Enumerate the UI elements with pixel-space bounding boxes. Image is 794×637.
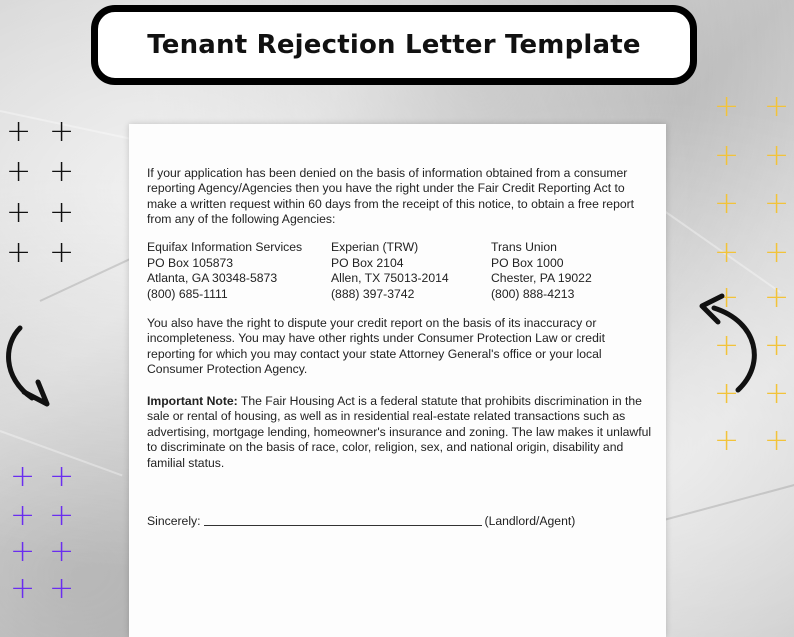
background-crease <box>660 484 794 522</box>
agency-name: Experian (TRW) <box>331 240 419 254</box>
agency-phone: (800) 685-1111 <box>147 286 228 301</box>
plus-icon: + <box>764 138 790 173</box>
plus-icon: + <box>714 235 740 270</box>
agency-equifax <box>147 240 302 302</box>
agency-list <box>147 240 652 304</box>
plus-icon: + <box>49 114 75 149</box>
important-note-text: The Fair Housing Act is a federal statute that prohibits discrimination in the sale or rental of housing, as well as in residential real-estate related transactions such as advertising, mortgage lending, homeowner's insurance and zoning. The law makes it unlawful to discriminate on the basis of race, color, religion, sex, and national origin, disability and familial status. <box>147 394 652 470</box>
plus-icon: + <box>10 459 36 494</box>
plus-icon: + <box>764 328 790 363</box>
plus-icon: + <box>764 376 790 411</box>
plus-icon: + <box>714 328 740 363</box>
signature-blank <box>204 525 482 526</box>
plus-icon: + <box>49 534 75 569</box>
signature-role: (Landlord/Agent) <box>484 514 576 528</box>
curved-arrow-icon <box>2 322 62 412</box>
signature-line <box>147 514 575 528</box>
plus-icon: + <box>49 571 75 606</box>
plus-icon: + <box>6 154 32 189</box>
plus-icon: + <box>49 195 75 230</box>
plus-icon: + <box>714 376 740 411</box>
page-title: Tenant Rejection Letter Template <box>147 30 641 60</box>
plus-icon: + <box>714 280 740 315</box>
agency-po-box: PO Box 2104 <box>331 255 404 270</box>
plus-icon: + <box>49 498 75 533</box>
plus-icon: + <box>714 89 740 124</box>
letter-paragraph-dispute: You also have the right to dispute your credit report on the basis of its inaccuracy or incompleteness. You may have other rights under Consumer Protection Law or credit reporting for which you may contact your state Attorney General's office or your local Consumer Protection Agency. <box>147 316 605 377</box>
plus-icon: + <box>6 195 32 230</box>
plus-icon: + <box>764 280 790 315</box>
agency-city: Atlanta, GA 30348-5873 <box>147 271 278 285</box>
important-note-label: Important Note: <box>147 394 238 408</box>
plus-icon: + <box>764 423 790 458</box>
plus-icon: + <box>714 423 740 458</box>
letter-document <box>129 124 666 637</box>
agency-name: Equifax Information Services <box>147 240 303 254</box>
plus-icon: + <box>764 89 790 124</box>
plus-icon: + <box>6 235 32 270</box>
signature-label: Sincerely: <box>147 514 201 528</box>
plus-icon: + <box>714 138 740 173</box>
plus-icon: + <box>10 498 36 533</box>
agency-phone: (800) 888-4213 <box>491 286 575 301</box>
letter-paragraph-important-note <box>147 394 652 471</box>
agency-experian <box>331 240 449 302</box>
agency-name: Trans Union <box>491 240 557 254</box>
plus-icon: + <box>714 186 740 221</box>
plus-icon: + <box>10 571 36 606</box>
agency-po-box: PO Box 1000 <box>491 255 564 270</box>
plus-icon: + <box>49 459 75 494</box>
agency-city: Allen, TX 75013-2014 <box>331 271 449 285</box>
title-banner <box>91 5 697 85</box>
plus-icon: + <box>10 534 36 569</box>
plus-icon: + <box>764 186 790 221</box>
plus-icon: + <box>49 235 75 270</box>
plus-icon: + <box>49 154 75 189</box>
plus-icon: + <box>6 114 32 149</box>
agency-transunion <box>491 240 592 302</box>
agency-city: Chester, PA 19022 <box>491 271 592 285</box>
letter-paragraph-intro: If your application has been denied on the basis of information obtained from a consumer reporting Agency/Agencies then you have the right under the Fair Credit Reporting Act to make a written request within 60 days from the receipt of this notice, to obtain a free report from any of the following Agencies: <box>147 166 635 227</box>
agency-phone: (888) 397-3742 <box>331 286 415 301</box>
agency-po-box: PO Box 105873 <box>147 255 234 270</box>
curved-arrow-icon <box>696 294 766 394</box>
plus-icon: + <box>764 235 790 270</box>
